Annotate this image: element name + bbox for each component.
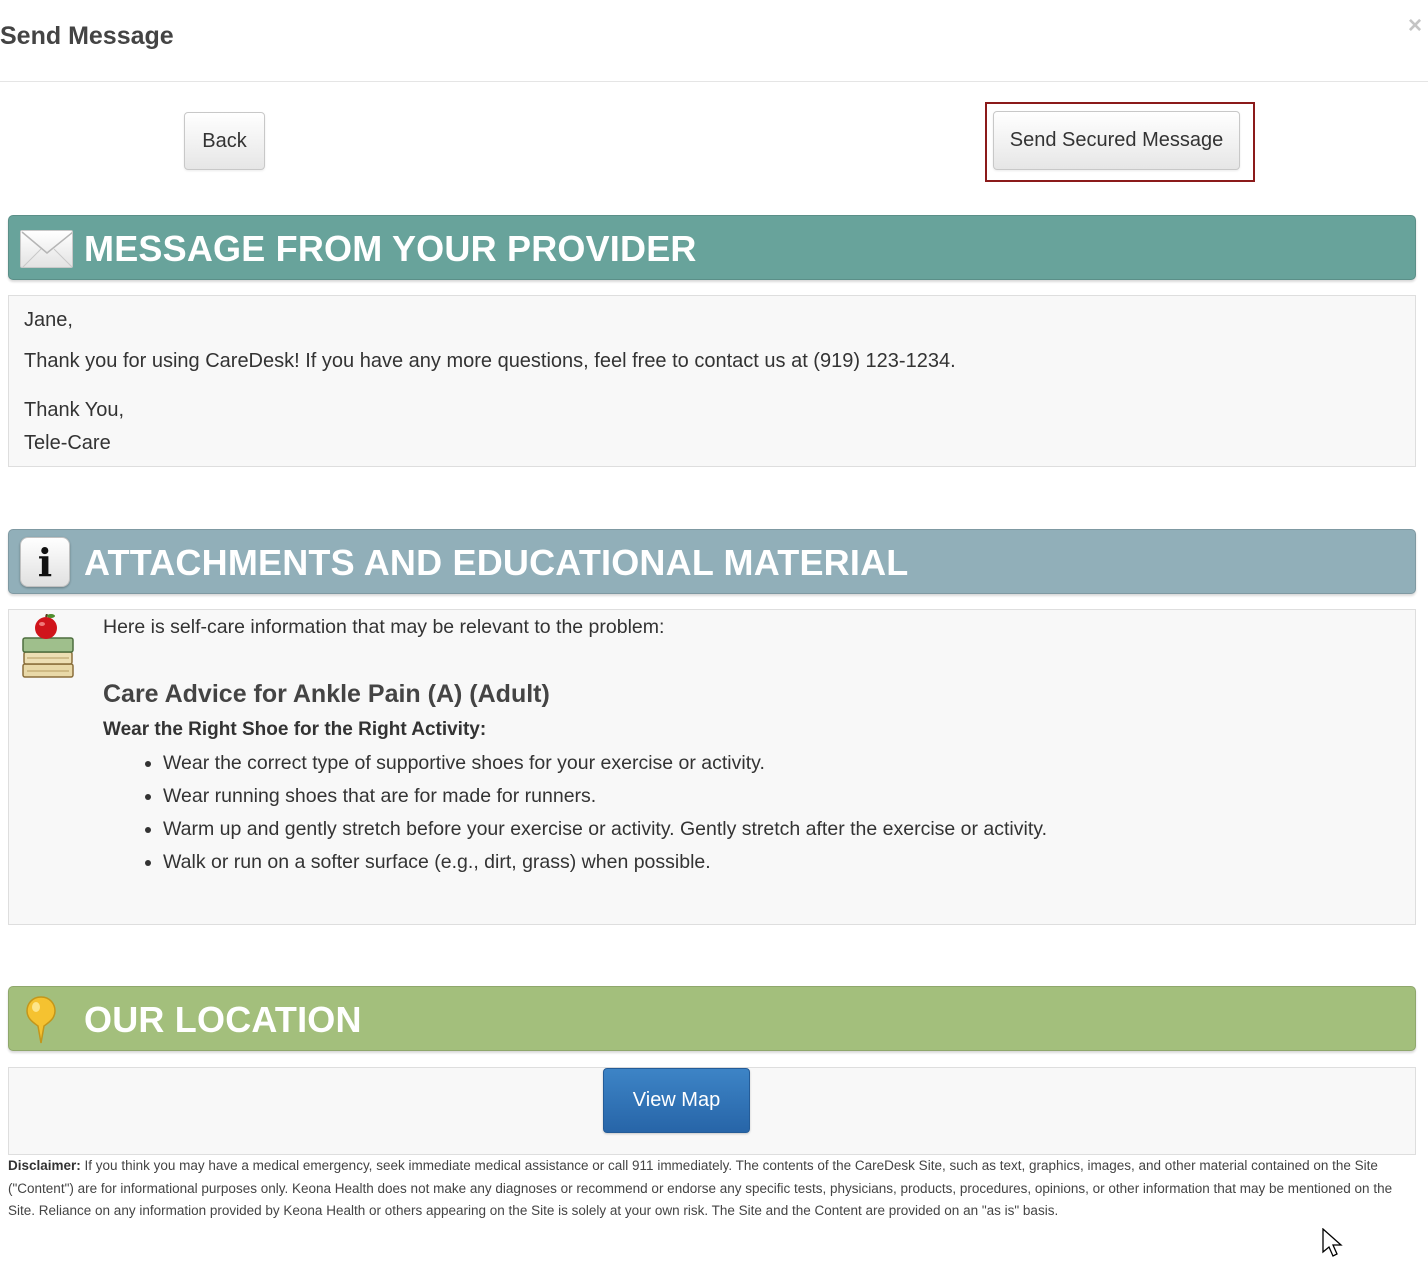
location-section-header — [8, 986, 1416, 1051]
location-section-title: OUR LOCATION — [84, 999, 362, 1040]
back-button[interactable]: Back — [184, 112, 265, 170]
disclaimer — [8, 1155, 1413, 1223]
list-item: • Wear running shoes that are for made for runners. — [163, 783, 1047, 816]
envelope-icon — [20, 230, 73, 268]
care-advice-title: Care Advice for Ankle Pain (A) (Adult) — [103, 680, 550, 708]
send-secured-message-button[interactable]: Send Secured Message — [993, 111, 1240, 170]
provider-section-header — [8, 215, 1416, 280]
attachments-section-header — [8, 529, 1416, 594]
care-advice-subtitle: Wear the Right Shoe for the Right Activity: — [103, 719, 487, 740]
list-item: • Wear the correct type of supportive shoes for your exercise or activity. — [163, 750, 1047, 783]
care-advice-list — [163, 750, 1047, 882]
message-signoff: Thank You, — [24, 399, 125, 421]
info-icon: i — [20, 537, 70, 587]
books-apple-icon — [21, 614, 77, 680]
disclaimer-text: If you think you may have a medical emergency, seek immediate medical assistance or call 911 immediately. The contents of the CareDesk Site, such as text, graphics, images, and other material contained on the Site ("Content") are for informational purposes only. Keona Health does not make any diagnoses or recommend or endorse any specific tests, physicians, products, procedures, opinions, or other information that may be mentioned on the Site. Reliance on any information provided by Keona Health or others appearing on the Site is solely at your own risk. The Site and the Content are provided on an "as is" basis. — [8, 1158, 1393, 1218]
list-item: • Warm up and gently stretch before your exercise or activity. Gently stretch after the exercise or activity. — [163, 816, 1047, 849]
provider-section-title: MESSAGE FROM YOUR PROVIDER — [84, 228, 697, 269]
message-signature: Tele-Care — [24, 432, 111, 454]
modal-header — [0, 0, 1428, 82]
message-greeting: Jane, — [24, 309, 73, 331]
attachments-intro: Here is self-care information that may be relevant to the problem: — [103, 616, 665, 638]
message-body: Thank you for using CareDesk! If you have any more questions, feel free to contact us at (919) 123-1234. — [24, 350, 956, 372]
mouse-pointer-icon — [1322, 1228, 1344, 1258]
location-panel — [8, 1067, 1416, 1155]
view-map-button[interactable]: View Map — [603, 1068, 750, 1133]
modal-title: Send Message — [0, 22, 174, 50]
close-icon[interactable]: × — [1407, 12, 1422, 39]
list-item: • Walk or run on a softer surface (e.g., dirt, grass) when possible. — [163, 849, 1047, 882]
provider-message-panel — [8, 295, 1416, 467]
map-pin-icon — [25, 995, 57, 1045]
attachments-panel — [8, 609, 1416, 925]
disclaimer-label: Disclaimer: — [8, 1158, 81, 1173]
attachments-section-title: ATTACHMENTS AND EDUCATIONAL MATERIAL — [84, 542, 909, 583]
